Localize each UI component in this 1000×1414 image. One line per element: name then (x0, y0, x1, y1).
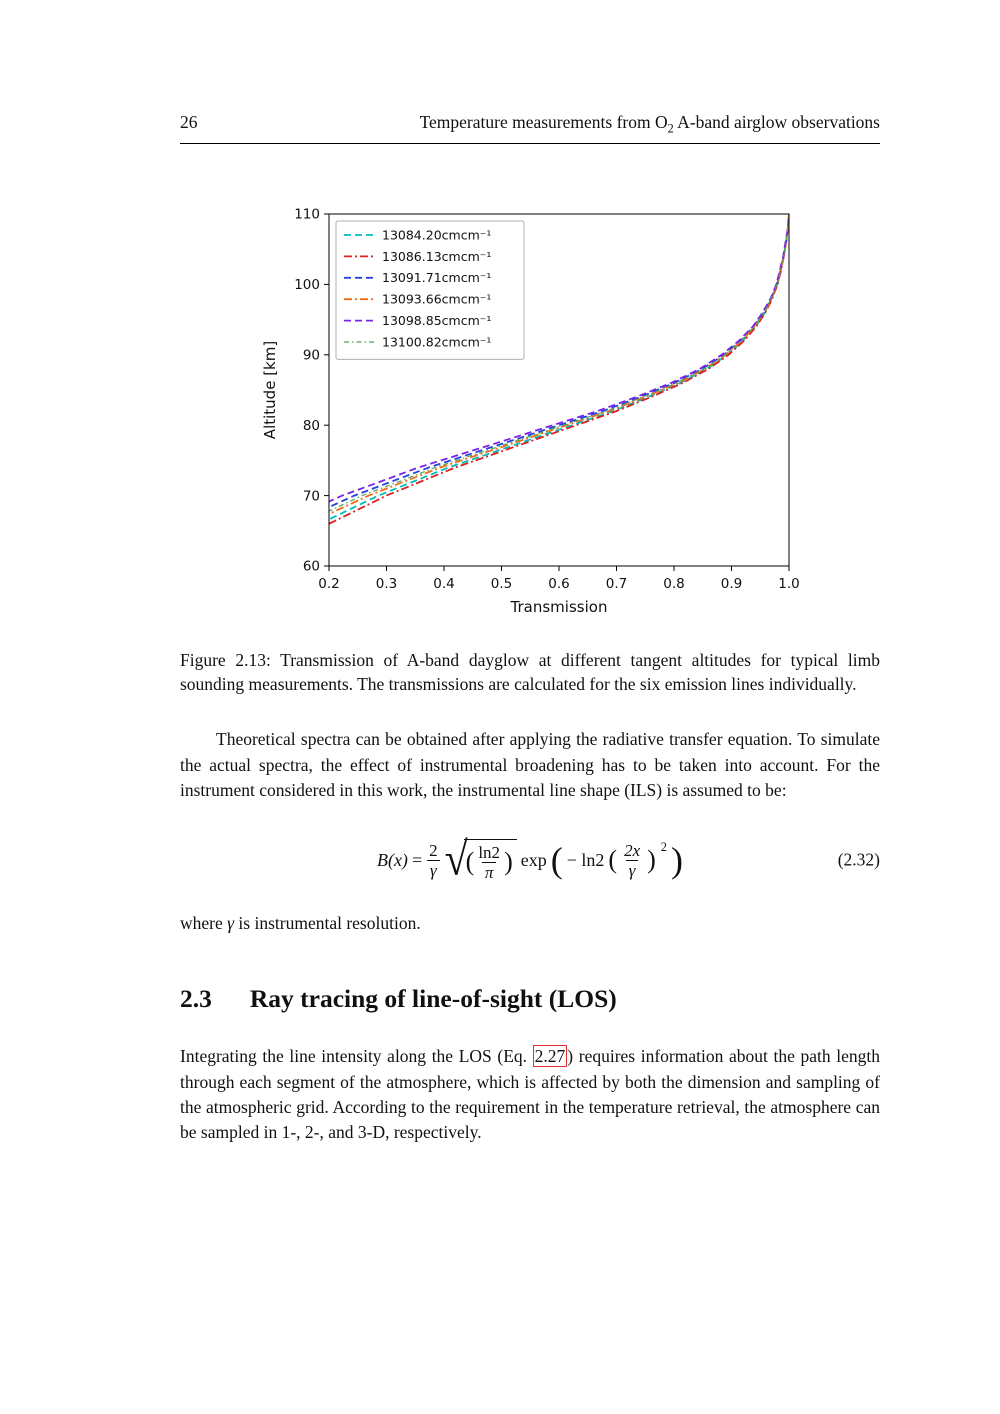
x-tick-label: 0.5 (490, 575, 513, 592)
x-tick-label: 0.9 (720, 575, 743, 592)
eq-exponent-2: 2 (660, 839, 668, 854)
where-post: is instrumental resolution. (234, 913, 421, 934)
x-tick-label: 0.4 (433, 575, 455, 592)
figure-caption: Figure 2.13: Transmission of A-band dayglow at different tangent altitudes for typical limb sounding measurements. The transmissions are calculated for the six emission lines individually. (180, 649, 880, 695)
running-title-pre: Temperature measurements from O (419, 112, 668, 132)
legend-label: 13084.20cmcm⁻¹ (382, 226, 492, 242)
y-tick-label: 100 (294, 276, 320, 293)
where-pre: where (180, 913, 228, 934)
x-axis-label: Transmission (510, 597, 608, 616)
x-tick-label: 1.0 (778, 575, 800, 592)
running-title-post: A-band airglow observations (673, 112, 880, 132)
paragraph-los-post: ) requires information about the path length through each segment of the atmosphere, which is affected by both the dimension and sampling of the atmospheric grid. According to the requirement in the temperature retrieval, the atmosphere can be sampled in 1-, 2-, and 3-D, respectively. (180, 1046, 880, 1143)
y-tick-label: 70 (302, 487, 320, 504)
eq-frac-ln-denominator: π (482, 862, 497, 882)
legend-label: 13098.85cmcm⁻¹ (382, 312, 492, 328)
x-tick-label: 0.6 (548, 575, 570, 592)
equation-number: (2.32) (837, 849, 880, 870)
gamma-symbol: γ (227, 913, 235, 934)
equation-reference-link[interactable]: 2.27 (534, 1046, 566, 1067)
eq-frac1-numerator: 2 (429, 840, 438, 860)
eq-frac-ln2-over-pi (475, 843, 503, 882)
running-title-subscript: 2 (667, 121, 674, 136)
eq-frac-2x-over-gamma (621, 841, 643, 880)
section-number: 2.3 (180, 984, 212, 1014)
equation-block (180, 827, 880, 893)
transmission-chart (259, 200, 801, 618)
equation-2-32: B(x) = $\frac{2}{\gamma}$ √ ( $\frac{\ln 2}{\pi}$ ) exp ( − ln2 ( $\frac{2x}{\gamma}$ ) 2 ) (376, 834, 684, 887)
eq-minus-ln2: − ln2 (566, 849, 605, 870)
eq-equals: = (411, 849, 423, 870)
x-tick-label: 0.2 (318, 575, 340, 592)
figure-2-13 (180, 200, 880, 618)
sqrt-body: ( $\frac{\ln 2}{\pi}$ ) (464, 839, 517, 882)
chart-legend (336, 221, 524, 359)
legend-label: 13091.71cmcm⁻¹ (382, 269, 492, 285)
eq-frac2-numerator: 2x (624, 840, 641, 860)
y-tick-label: 60 (302, 558, 320, 575)
x-tick-label: 0.8 (663, 575, 685, 592)
running-title (420, 112, 880, 137)
eq-frac-2-over-gamma (426, 841, 441, 880)
legend-label: 13100.82cmcm⁻¹ (382, 333, 492, 349)
section-title: Ray tracing of line-of-sight (LOS) (249, 984, 617, 1014)
page-number: 26 (180, 112, 198, 132)
eq-lhs: B(x) (376, 849, 408, 870)
legend-label: 13093.66cmcm⁻¹ (382, 291, 492, 307)
eq-frac1-denominator: γ (427, 860, 440, 880)
legend-label: 13086.13cmcm⁻¹ (382, 248, 492, 264)
page-content (180, 0, 880, 1146)
y-tick-label: 90 (302, 347, 320, 363)
running-header (180, 112, 880, 144)
y-tick-label: 110 (294, 206, 320, 223)
section-heading-2-3 (180, 984, 880, 1014)
eq-frac2-denominator: γ (626, 860, 639, 880)
where-gamma-line (180, 913, 880, 934)
eq-square-root: √ ( $\frac{\ln 2}{\pi}$ ) (445, 839, 517, 882)
paragraph-theoretical-spectra: Theoretical spectra can be obtained after applying the radiative transfer equation. To simulate the actual spectra, the effect of instrumental broadening has to be taken into account. For the instrument considered in this work, the instrumental line shape (ILS) is assumed to be: (180, 729, 880, 800)
paragraph-ray-tracing (180, 1044, 880, 1146)
eq-exp-label: exp (520, 849, 547, 870)
x-tick-label: 0.3 (375, 575, 398, 592)
x-tick-label: 0.7 (605, 575, 628, 592)
paragraph-los-pre: Integrating the line intensity along the LOS (Eq. (180, 1046, 533, 1067)
eq-frac-ln-numerator: ln2 (478, 842, 501, 862)
y-axis-label: Altitude [km] (261, 340, 279, 439)
y-tick-label: 80 (302, 417, 320, 434)
